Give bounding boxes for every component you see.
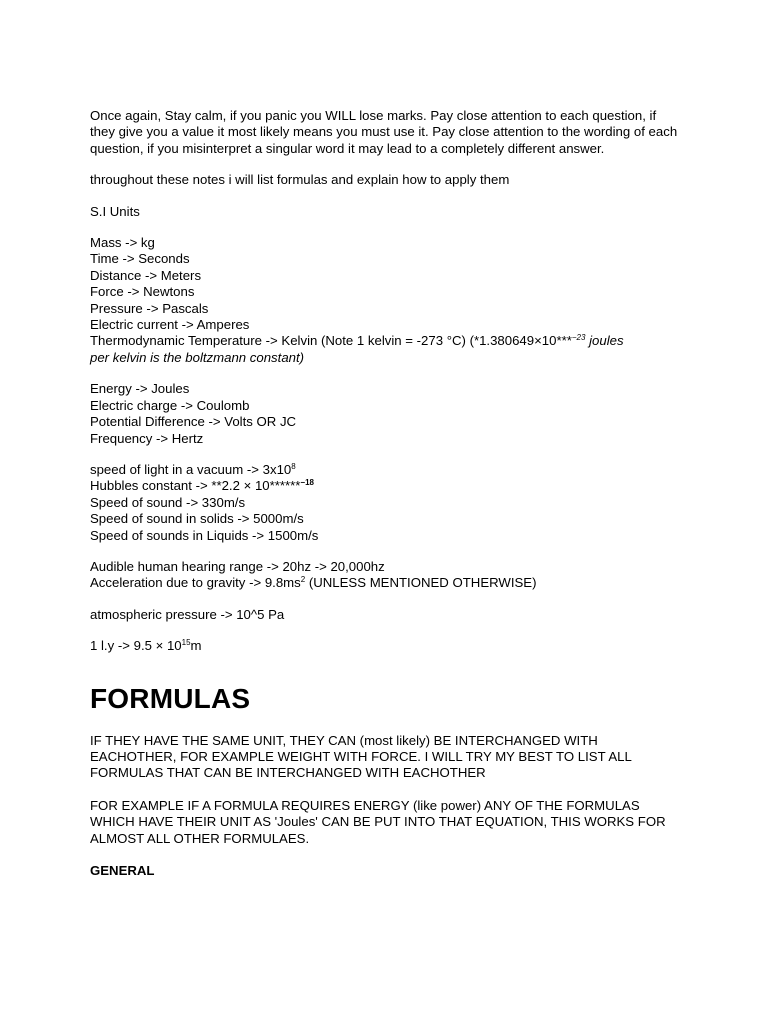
lightyear-exponent: 15	[181, 637, 191, 647]
intro-notes-line: throughout these notes i will list formulas and explain how to apply them	[90, 172, 510, 188]
lightyear-text: 1 l.y -> 9.5 × 10	[90, 638, 182, 654]
constant-sound-air: Speed of sound -> 330m/s	[90, 494, 246, 510]
gravity-exponent: 2	[300, 574, 306, 584]
thermo-text: Thermodynamic Temperature -> Kelvin (Note 1 kelvin = -273 °C) (*1.380649×10***	[90, 333, 572, 349]
derived-unit-frequency: Frequency -> Hertz	[90, 430, 204, 446]
thermo-continuation: per kelvin is the boltzmann constant)	[90, 349, 305, 365]
gravity-tail: (UNLESS MENTIONED OTHERWISE)	[305, 575, 537, 591]
constants-list	[90, 462, 680, 544]
derived-unit-energy: Energy -> Joules	[90, 381, 190, 397]
formulas-p2-small: (like power)	[412, 797, 482, 813]
thermo-tail: joules	[585, 333, 624, 349]
si-unit-force: Force -> Newtons	[90, 284, 195, 300]
formulas-paragraph-2	[90, 798, 680, 847]
document-page	[90, 108, 680, 894]
hearing-gravity-block	[90, 559, 680, 592]
gravity-text: Acceleration due to gravity -> 9.8ms	[90, 575, 301, 591]
formulas-p1-small: (most likely)	[359, 732, 431, 748]
lightyear-tail: m	[190, 638, 202, 654]
derived-units-list	[90, 381, 680, 447]
constant-sound-solids: Speed of sound in solids -> 5000m/s	[90, 511, 304, 527]
gravity-line	[90, 575, 680, 591]
hubble-exponent: −18	[300, 477, 314, 487]
intro-paragraph: Once again, Stay calm, if you panic you WILL lose marks. Pay close attention to each question, if they give you a value it most likely means you must use it. Pay close attention to the wording of each question, if you misinterpret a singular word it may lead to a completely different answer.	[90, 108, 678, 156]
formulas-paragraph-1	[90, 733, 680, 782]
formulas-p2-a: FOR EXAMPLE IF A FORMULA REQUIRES ENERGY	[90, 797, 413, 813]
si-unit-distance: Distance -> Meters	[90, 267, 202, 283]
constant-hubble	[90, 478, 680, 494]
si-unit-mass: Mass -> kg	[90, 235, 155, 251]
si-units-heading: S.I Units	[90, 203, 140, 219]
derived-unit-potential: Potential Difference -> Volts OR JC	[90, 414, 297, 430]
formulas-heading: FORMULAS	[90, 682, 251, 714]
hubble-text: Hubbles constant -> **2.2 × 10******	[90, 478, 301, 494]
light-exponent: 8	[291, 461, 296, 471]
general-heading: GENERAL	[90, 863, 155, 878]
light-year-line	[90, 638, 680, 654]
si-unit-current: Electric current -> Amperes	[90, 317, 250, 333]
light-text: speed of light in a vacuum -> 3x10	[90, 461, 292, 477]
thermo-exponent: −23	[571, 333, 586, 343]
si-unit-temperature	[90, 333, 680, 349]
si-units-list	[90, 235, 680, 366]
formulas-p1-a: IF THEY HAVE THE SAME UNIT, THEY CAN	[90, 732, 360, 748]
hearing-range: Audible human hearing range -> 20hz -> 20,000hz	[90, 558, 385, 574]
derived-unit-charge: Electric charge -> Coulomb	[90, 397, 250, 413]
constant-light	[90, 462, 680, 478]
formulas-p1-b: BE INTERCHANGED WITH EACHOTHER, FOR EXAMPLE WEIGHT WITH FORCE. I WILL TRY MY BEST TO LIST ALL FORMULAS THAT CAN BE INTERCHANGED WITH EACHOTHER	[90, 732, 632, 781]
formulas-p2-b: ANY OF THE FORMULAS WHICH HAVE THEIR UNIT AS 'Joules' CAN BE PUT INTO THAT EQUATION, THIS WORKS FOR ALMOST ALL OTHER FORMULAES.	[90, 797, 666, 846]
constant-sound-liquids: Speed of sounds in Liquids -> 1500m/s	[90, 527, 319, 543]
si-unit-pressure: Pressure -> Pascals	[90, 300, 209, 316]
atmospheric-pressure: atmospheric pressure -> 10^5 Pa	[90, 606, 285, 622]
si-unit-time: Time -> Seconds	[90, 251, 190, 267]
